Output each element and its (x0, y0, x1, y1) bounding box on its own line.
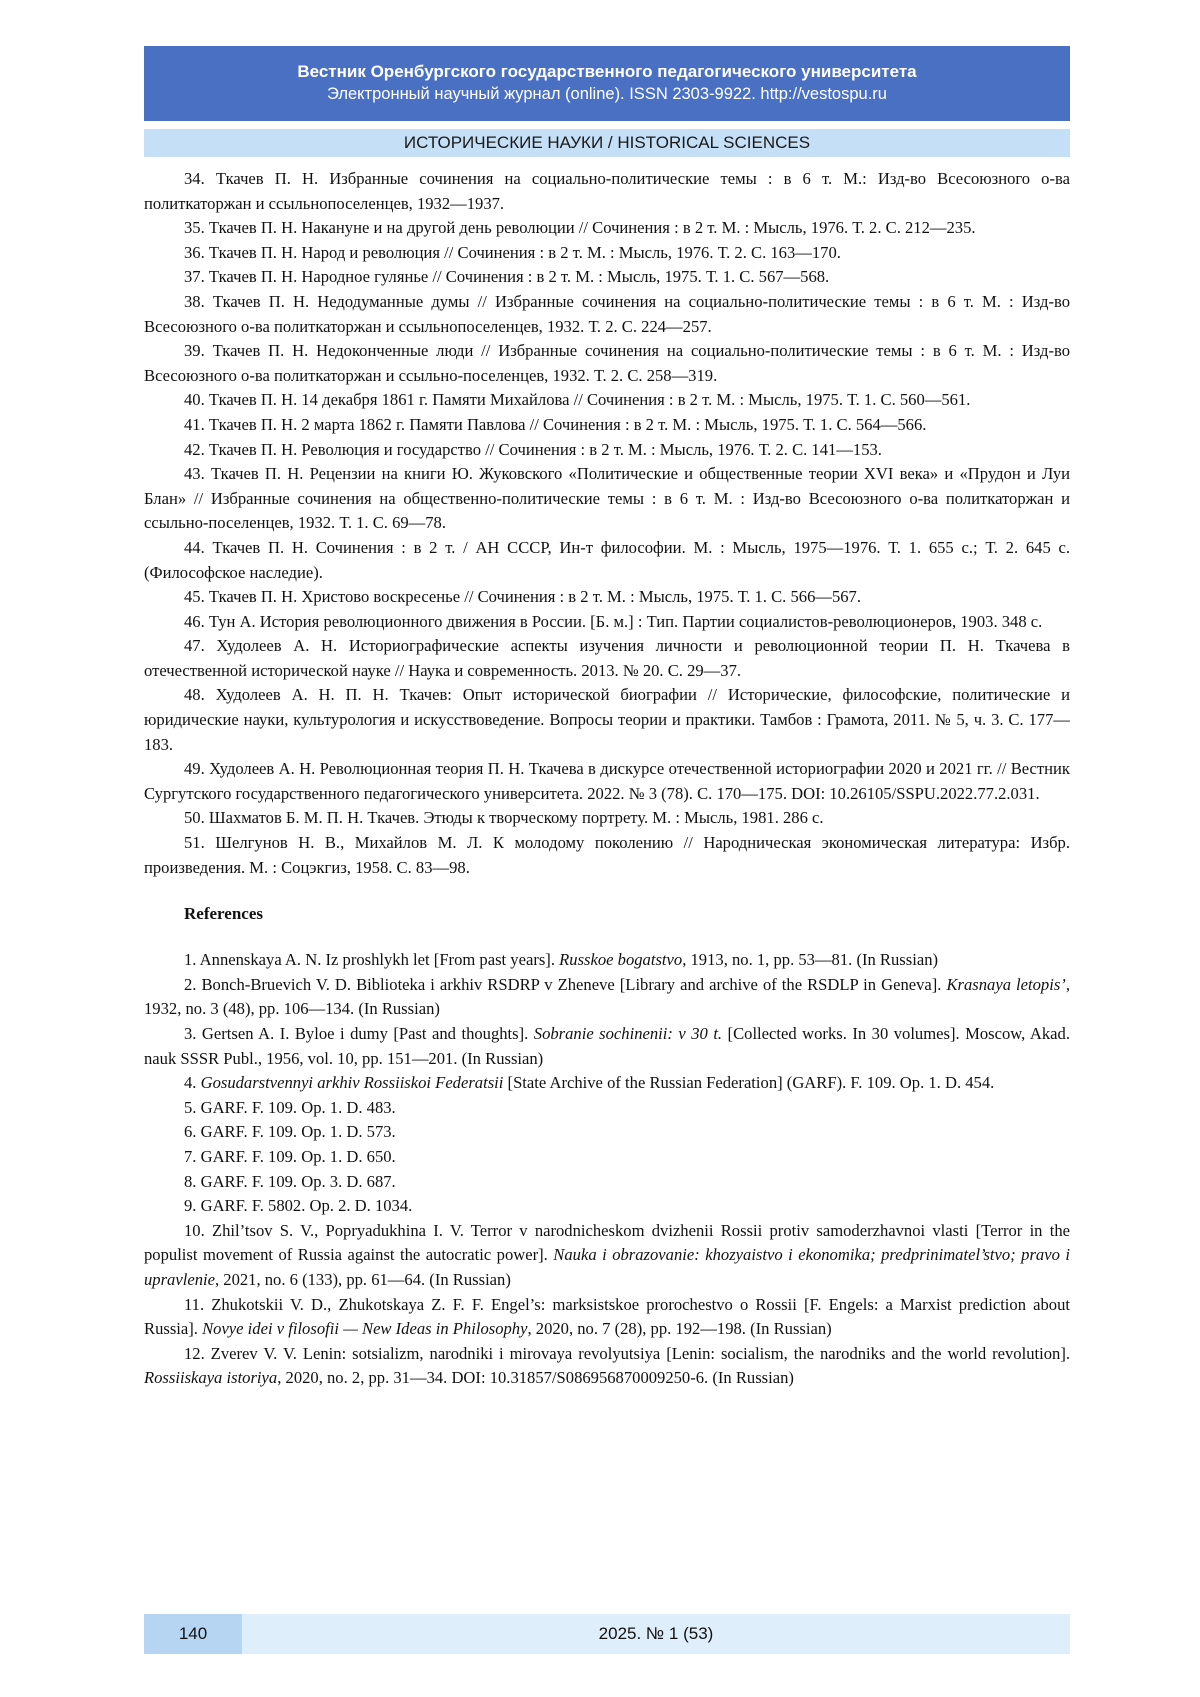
reference-item: 50. Шахматов Б. М. П. Н. Ткачев. Этюды к творческому портрету. М. : Мысль, 1981. 286 с. (184, 808, 824, 828)
reference-item: 39. Ткачев П. Н. Недоконченные люди // Избранные сочинения на социально-политические темы : в 6 т. М. : Изд-во Всесоюзного о-ва политкаторжан и ссыльно-поселенцев, 1932. Т. 2. С. 258—319. (144, 341, 1070, 385)
reference-text: 10. Zhil’tsov S. V., Popryadukhina I. V. Terror v narodnicheskom dvizhenii Rossii protiv samoderzhavnoi vlasti [Terror in the populist movement of Russia against the autocratic power]. (144, 1220, 1070, 1265)
reference-item: 35. Ткачев П. Н. Накануне и на другой день революции // Сочинения : в 2 т. М. : Мысль, 1976. Т. 2. С. 212—235. (184, 218, 976, 238)
issue-number: 2025. № 1 (53) (598, 1624, 714, 1643)
reference-item: 40. Ткачев П. Н. 14 декабря 1861 г. Памяти Михайлова // Сочинения : в 2 т. М. : Мысль, 1975. Т. 1. С. 560—561. (184, 390, 971, 410)
reference-item: 38. Ткачев П. Н. Недодуманные думы // Избранные сочинения на социально-политические темы : в 6 т. М. : Изд-во Всесоюзного о-ва политкаторжан и ссыльнопоселенцев, 1932. Т. 2. С. 224—257. (144, 291, 1070, 336)
reference-item (144, 1219, 1070, 1293)
reference-item: 45. Ткачев П. Н. Христово воскресенье // Сочинения : в 2 т. М. : Мысль, 1975. Т. 1. С. 566—567. (184, 587, 861, 607)
reference-item: 51. Шелгунов Н. В., Михайлов М. Л. К молодому поколению // Народническая экономическая литература: Избр. произведения. М. : Соцэкгиз, 1958. С. 83—98. (144, 833, 1070, 877)
reference-item (144, 1096, 1070, 1121)
reference-text: 7. GARF. F. 109. Op. 1. D. 650. (184, 1146, 396, 1166)
reference-source-title: Gosudarstvennyi arkhiv Rossiiskoi Federatsii (200, 1073, 504, 1093)
reference-item (144, 948, 1070, 973)
russian-references (144, 167, 1070, 880)
reference-text: , 2020, no. 7 (28), pp. 192—198. (In Russian) (527, 1319, 832, 1339)
reference-item: 44. Ткачев П. Н. Сочинения : в 2 т. / АН СССР, Ин-т философии. М. : Мысль, 1975—1976. Т. 1. 655 с.; Т. 2. 645 с. (Философское наследие). (144, 537, 1070, 582)
reference-item (144, 1293, 1070, 1342)
reference-text: , 1932, no. 3 (48), pp. 106—134. (In Russian) (144, 974, 1070, 1019)
reference-item (144, 973, 1070, 1022)
reference-source-title: Russkoe bogatstvo (559, 950, 683, 970)
references-heading: References (184, 904, 263, 924)
reference-text: 5. GARF. F. 109. Op. 1. D. 483. (184, 1097, 396, 1117)
reference-item (144, 1022, 1070, 1071)
reference-text: 9. GARF. F. 5802. Op. 2. D. 1034. (184, 1196, 413, 1216)
reference-item: 47. Худолеев А. Н. Историографические аспекты изучения личности и революционной теории П. Н. Ткачева в отечественной исторической науке // Наука и современность. 2013. № 20. С. 29—37. (144, 636, 1070, 680)
reference-text: 6. GARF. F. 109. Op. 1. D. 573. (184, 1122, 396, 1142)
english-references (144, 948, 1070, 1391)
reference-text: [State Archive of the Russian Federation] (GARF). F. 109. Op. 1. D. 454. (503, 1073, 995, 1093)
reference-text: 4. (184, 1073, 201, 1093)
reference-item: 43. Ткачев П. Н. Рецензии на книги Ю. Жуковского «Политические и общественные теории XVI века» и «Прудон и Луи Блан» // Избранные сочинения на общественно-политические темы : в 6 т. М. : Изд-во Всесоюзного о-ва политкаторжан и ссыльно-поселенцев, 1932. Т. 1. С. 69—78. (144, 464, 1070, 533)
reference-text: 8. GARF. F. 109. Op. 3. D. 687. (184, 1171, 396, 1191)
references-body (144, 167, 1070, 1391)
reference-source-title: Novye idei v filosofii — New Ideas in Philosophy (202, 1319, 528, 1339)
page-number: 140 (144, 1614, 242, 1654)
reference-item (144, 1170, 1070, 1195)
reference-source-title: Nauka i obrazovanie: khozyaistvo i ekonomika; predprinimatel’stvo; pravo i upravlenie (144, 1245, 1070, 1289)
reference-item (144, 1120, 1070, 1145)
journal-subtitle: Электронный научный журнал (online). ISSN 2303-9922. http://vestospu.ru (327, 85, 887, 103)
reference-item (144, 1071, 1070, 1096)
reference-text: 3. Gertsen A. I. Byloe i dumy [Past and thoughts]. (184, 1024, 534, 1043)
section-title: ИСТОРИЧЕСКИЕ НАУКИ / HISTORICAL SCIENCES (144, 129, 1070, 157)
reference-text: 2. Bonch-Bruevich V. D. Biblioteka i arkhiv RSDRP v Zheneve [Library and archive of the RSDLP in Geneva]. (184, 974, 947, 994)
reference-item: 36. Ткачев П. Н. Народ и революция // Сочинения : в 2 т. М. : Мысль, 1976. Т. 2. С. 163—170. (184, 242, 841, 262)
reference-item: 42. Ткачев П. Н. Революция и государство // Сочинения : в 2 т. М. : Мысль, 1976. Т. 2. С. 141—153. (184, 439, 882, 459)
reference-item (144, 1342, 1070, 1391)
reference-text: , 2020, no. 2, pp. 31—34. DOI: 10.31857/S086956870009250-6. (In Russian) (277, 1368, 794, 1388)
journal-header (144, 46, 1070, 121)
reference-text: [Collected works. In 30 volumes]. Moscow, Akad. nauk SSSR Publ., 1956, vol. 10, pp. 151—201. (In Russian) (144, 1024, 1070, 1068)
reference-text: 12. Zverev V. V. Lenin: sotsializm, narodniki i mirovaya revolyutsiya [Lenin: socialism, the narodniks and the world revolution]. (184, 1343, 1070, 1363)
reference-item (144, 1145, 1070, 1170)
reference-text: , 1913, no. 1, pp. 53—81. (In Russian) (682, 950, 939, 970)
reference-text: 11. Zhukotskii V. D., Zhukotskaya Z. F. F. Engel’s: marksistskoe prorochestvo o Rossii [F. Engels: a Marxist prediction about Russia]. (144, 1294, 1070, 1339)
reference-item: 37. Ткачев П. Н. Народное гулянье // Сочинения : в 2 т. М. : Мысль, 1975. Т. 1. С. 567—568. (184, 267, 830, 287)
reference-item: 48. Худолеев А. Н. П. Н. Ткачев: Опыт исторической биографии // Исторические, философские, политические и юридические науки, культурология и искусствоведение. Вопросы теории и практики. Тамбов : Грамота, 2011. № 5, ч. 3. С. 177—183. (144, 685, 1070, 754)
journal-title: Вестник Оренбургского государственного педагогического университета (297, 62, 917, 81)
reference-text: , 2021, no. 6 (133), pp. 61—64. (In Russian) (214, 1269, 511, 1289)
reference-source-title: Sobranie sochinenii: v 30 t. (533, 1024, 723, 1043)
reference-item: 46. Тун А. История революционного движения в России. [Б. м.] : Тип. Партии социалистов-революционеров, 1903. 348 с. (184, 611, 1043, 631)
reference-source-title: Krasnaya letopis’ (946, 974, 1066, 994)
reference-item: 49. Худолеев А. Н. Революционная теория П. Н. Ткачева в дискурсе отечественной историографии 2020 и 2021 гг. // Вестник Сургутского государственного педагогического университета. 2022. № 3 (78). С. 170—175. DOI: 10.26105/SSPU.2022.77.2.031. (144, 759, 1070, 803)
reference-text: 1. Annenskaya A. N. Iz proshlykh let [From past years]. (184, 950, 560, 970)
reference-item (144, 1194, 1070, 1219)
reference-source-title: Rossiiskaya istoriya (144, 1368, 278, 1388)
page-footer (144, 1614, 1070, 1654)
reference-item: 41. Ткачев П. Н. 2 марта 1862 г. Памяти Павлова // Сочинения : в 2 т. М. : Мысль, 1975. Т. 1. С. 564—566. (184, 414, 927, 434)
reference-item: 34. Ткачев П. Н. Избранные сочинения на социально-политические темы : в 6 т. М.: Изд-во Всесоюзного о-ва политкаторжан и ссыльнопоселенцев, 1932—1937. (144, 169, 1070, 213)
